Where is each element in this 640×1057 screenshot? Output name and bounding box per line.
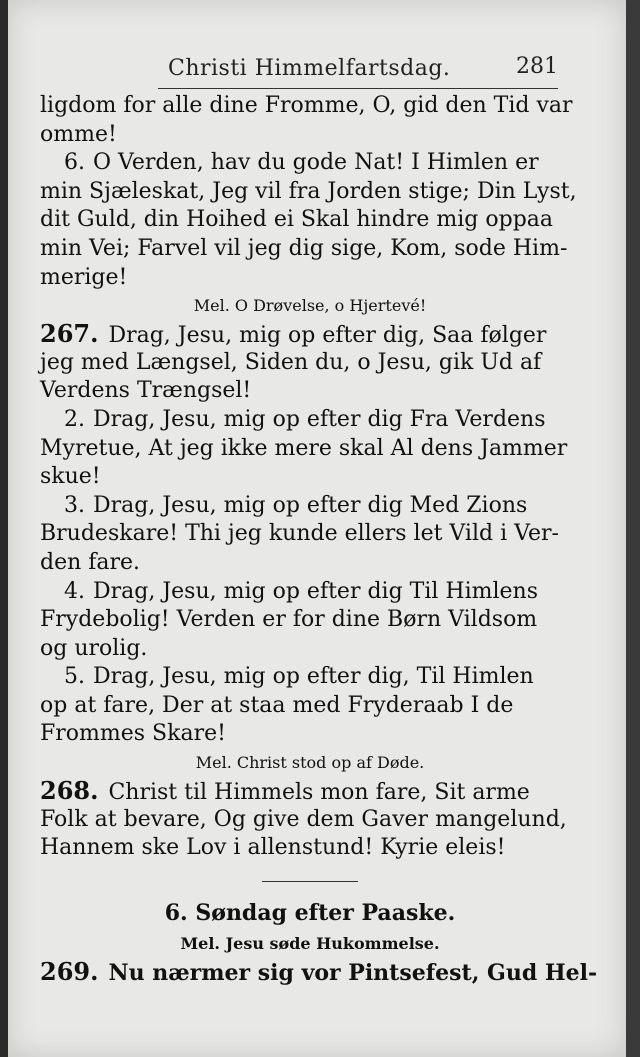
- text-line: merige!: [40, 264, 128, 290]
- text-line: jeg med Længsel, Siden du, o Jesu, gik Ud af: [40, 349, 542, 375]
- text-line: Myretue, At jeg ikke mere skal Al dens Jammer: [40, 435, 568, 461]
- section-title: 6. Søndag efter Paaske.: [164, 899, 456, 926]
- text-line: Hannem ske Lov i allenstund! Kyrie eleis!: [40, 835, 506, 861]
- melody-line: Mel. O Drøvelse, o Hjertevé!: [193, 296, 427, 316]
- text-line: Frydebolig! Verden er for dine Børn Vildsom: [40, 607, 538, 633]
- text-line: omme!: [40, 121, 117, 147]
- verse-5: [40, 663, 580, 692]
- hymn-267-start: [40, 320, 580, 349]
- page-header: [158, 56, 558, 89]
- verse-text: Drag, Jesu, mig op efter dig Med Zions: [93, 492, 528, 518]
- verse-4: [40, 578, 580, 607]
- hymn-268-start: [40, 777, 580, 806]
- hymn-number: 268.: [40, 776, 99, 806]
- verse-number: 4.: [64, 578, 85, 604]
- verse-number: 5.: [64, 664, 85, 690]
- text-line: og urolig.: [40, 635, 148, 661]
- melody-line: Mel. Jesu søde Hukommelse.: [180, 933, 440, 953]
- verse-6: [40, 149, 580, 178]
- hymn-number: 267.: [40, 319, 99, 349]
- book-page: [8, 0, 626, 1057]
- verse-text: Drag, Jesu, mig op efter dig, Til Himlen: [93, 664, 534, 690]
- verse-text: O Verden, hav du gode Nat! I Himlen er: [93, 150, 539, 176]
- text-line: op at fare, Der at staa med Fryderaab I de: [40, 692, 514, 718]
- verse-number: 2.: [64, 406, 85, 432]
- verse-2: [40, 406, 580, 435]
- text-line: skue!: [40, 464, 101, 490]
- text-line: min Sjæleskat, Jeg vil fra Jorden stige; Din Lyst,: [40, 178, 577, 204]
- verse-number: 6.: [64, 150, 85, 176]
- verse-text: Drag, Jesu, mig op efter dig, Saa følger: [108, 323, 547, 349]
- verse-text: Nu nærmer sig vor Pintsefest, Gud Hel-: [108, 959, 598, 986]
- text-line: dit Guld, din Hoihed ei Skal hindre mig oppaa: [40, 207, 554, 233]
- text-line: min Vei; Farvel vil jeg dig sige, Kom, sode Him-: [40, 235, 568, 261]
- verse-3: [40, 492, 580, 521]
- page-number: 281: [516, 54, 558, 79]
- page-body: [40, 92, 598, 986]
- section-divider: [262, 881, 358, 882]
- verse-text: Christ til Himmels mon fare, Sit arme: [108, 780, 530, 806]
- verse-number: 3.: [64, 492, 85, 518]
- verse-text: Drag, Jesu, mig op efter dig Til Himlens: [93, 578, 538, 604]
- hymn-269-start: [40, 956, 598, 987]
- book-edge: [626, 0, 640, 1057]
- text-line: Folk at bevare, Og give dem Gaver mangelund,: [40, 806, 567, 832]
- melody-line: Mel. Christ stod op af Døde.: [195, 753, 425, 773]
- text-line: Frommes Skare!: [40, 721, 226, 747]
- text-line: Brudeskare! Thi jeg kunde ellers let Vild i Ver-: [40, 521, 559, 547]
- verse-text: Drag, Jesu, mig op efter dig Fra Verdens: [93, 406, 546, 432]
- text-line: den fare.: [40, 549, 141, 575]
- text-line: ligdom for alle dine Fromme, O, gid den Tid var: [40, 93, 573, 118]
- text-line: Verdens Trængsel!: [40, 378, 252, 404]
- hymn-number: 269.: [40, 956, 99, 986]
- running-title: Christi Himmelfartsdag.: [168, 56, 451, 81]
